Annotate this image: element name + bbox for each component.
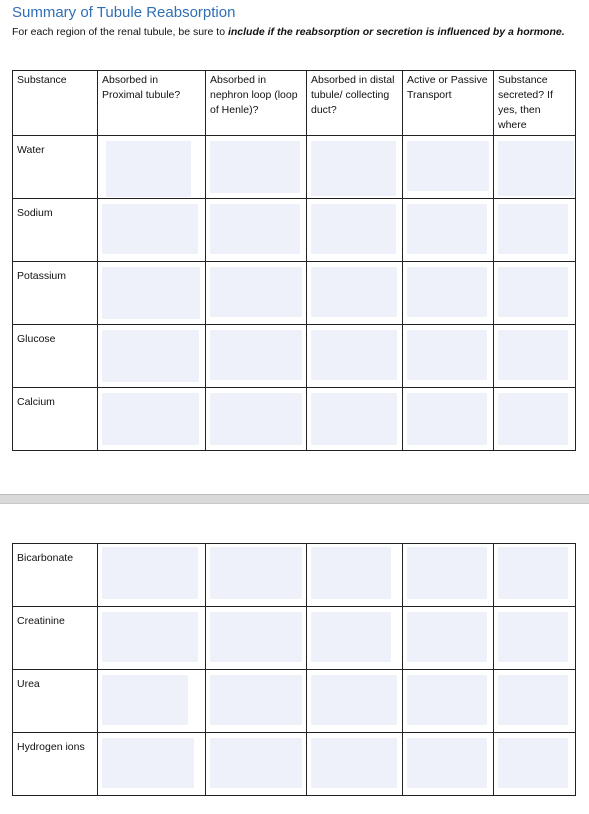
- answer-cell[interactable]: [206, 544, 307, 607]
- answer-field[interactable]: [210, 267, 302, 317]
- answer-cell[interactable]: [206, 325, 307, 388]
- answer-cell[interactable]: [494, 262, 576, 325]
- table-row: [13, 607, 576, 670]
- answer-cell[interactable]: [307, 733, 403, 796]
- header-distal-tubule: Absorbed in distal tubule/ collecting duct?: [307, 71, 403, 136]
- answer-field[interactable]: [210, 547, 302, 599]
- answer-field[interactable]: [210, 393, 302, 445]
- answer-field[interactable]: [102, 612, 198, 662]
- answer-cell[interactable]: [206, 199, 307, 262]
- row-label-urea: Urea: [13, 670, 98, 733]
- answer-cell[interactable]: [98, 199, 206, 262]
- answer-cell[interactable]: [98, 388, 206, 451]
- instructions-emphasis: include if the reabsorption or secretion is influenced by a hormone.: [227, 26, 565, 38]
- answer-field[interactable]: [407, 738, 487, 788]
- answer-cell[interactable]: [494, 199, 576, 262]
- reabsorption-table-page-1: [12, 70, 576, 451]
- answer-field[interactable]: [498, 204, 568, 254]
- answer-field[interactable]: [311, 675, 397, 725]
- answer-field[interactable]: [106, 141, 191, 197]
- answer-cell[interactable]: [494, 670, 576, 733]
- answer-field[interactable]: [498, 141, 574, 196]
- answer-cell[interactable]: [206, 607, 307, 670]
- page-break: [0, 494, 589, 504]
- answer-cell[interactable]: [307, 607, 403, 670]
- answer-cell[interactable]: [206, 262, 307, 325]
- answer-field[interactable]: [407, 204, 487, 254]
- answer-field[interactable]: [210, 675, 302, 725]
- header-secreted: Substance secreted? If yes, then where: [494, 71, 576, 136]
- answer-field[interactable]: [210, 738, 302, 788]
- answer-cell[interactable]: [403, 136, 494, 199]
- header-transport-type: Active or Passive Transport: [403, 71, 494, 136]
- answer-field[interactable]: [311, 330, 397, 380]
- table-row: [13, 670, 576, 733]
- answer-cell[interactable]: [403, 544, 494, 607]
- row-label-glucose: Glucose: [13, 325, 98, 388]
- table-row: [13, 388, 576, 451]
- answer-field[interactable]: [498, 612, 568, 662]
- answer-cell[interactable]: [307, 670, 403, 733]
- answer-field[interactable]: [407, 675, 487, 725]
- answer-field[interactable]: [498, 393, 568, 445]
- answer-field[interactable]: [311, 612, 391, 662]
- answer-cell[interactable]: [494, 733, 576, 796]
- answer-cell[interactable]: [403, 325, 494, 388]
- answer-field[interactable]: [498, 738, 568, 788]
- answer-cell[interactable]: [98, 136, 206, 199]
- answer-field[interactable]: [311, 267, 397, 317]
- row-label-hydrogen-ions: Hydrogen ions: [13, 733, 98, 796]
- answer-cell[interactable]: [494, 136, 576, 199]
- row-label-sodium: Sodium: [13, 199, 98, 262]
- answer-cell[interactable]: [403, 607, 494, 670]
- header-proximal-tubule: Absorbed in Proximal tubule?: [98, 71, 206, 136]
- answer-cell[interactable]: [307, 544, 403, 607]
- answer-cell[interactable]: [206, 670, 307, 733]
- header-row: [13, 71, 576, 136]
- answer-cell[interactable]: [403, 262, 494, 325]
- answer-field[interactable]: [102, 393, 199, 445]
- answer-field[interactable]: [311, 204, 396, 254]
- answer-cell[interactable]: [307, 325, 403, 388]
- answer-cell[interactable]: [494, 388, 576, 451]
- row-label-potassium: Potassium: [13, 262, 98, 325]
- answer-cell[interactable]: [98, 670, 206, 733]
- answer-cell[interactable]: [206, 136, 307, 199]
- answer-cell[interactable]: [403, 199, 494, 262]
- answer-cell[interactable]: [98, 607, 206, 670]
- answer-field[interactable]: [407, 267, 487, 317]
- document-title: Summary of Tubule Reabsorption: [12, 4, 236, 21]
- answer-cell[interactable]: [494, 325, 576, 388]
- answer-cell[interactable]: [206, 388, 307, 451]
- answer-cell[interactable]: [403, 670, 494, 733]
- answer-field[interactable]: [407, 330, 487, 380]
- answer-field[interactable]: [311, 393, 397, 445]
- answer-field[interactable]: [102, 547, 198, 599]
- page-break-edge: [0, 494, 589, 495]
- answer-cell[interactable]: [494, 544, 576, 607]
- table-row: [13, 199, 576, 262]
- answer-cell[interactable]: [403, 388, 494, 451]
- answer-field[interactable]: [210, 330, 302, 380]
- answer-cell[interactable]: [494, 607, 576, 670]
- instructions-plain: For each region of the renal tubule, be sure to: [12, 26, 228, 38]
- answer-field[interactable]: [210, 612, 302, 662]
- row-label-creatinine: Creatinine: [13, 607, 98, 670]
- answer-field[interactable]: [102, 675, 188, 725]
- answer-field[interactable]: [210, 141, 300, 193]
- answer-field[interactable]: [498, 267, 568, 317]
- answer-cell[interactable]: [307, 136, 403, 199]
- row-label-calcium: Calcium: [13, 388, 98, 451]
- answer-field[interactable]: [311, 738, 397, 788]
- answer-field[interactable]: [407, 547, 487, 599]
- answer-field[interactable]: [498, 330, 568, 380]
- answer-cell[interactable]: [98, 544, 206, 607]
- answer-field[interactable]: [407, 141, 489, 191]
- page-break-edge: [0, 503, 589, 504]
- answer-cell[interactable]: [98, 262, 206, 325]
- header-substance: Substance: [13, 71, 98, 136]
- answer-field[interactable]: [498, 547, 568, 599]
- table-row: [13, 262, 576, 325]
- row-label-bicarbonate: Bicarbonate: [13, 544, 98, 607]
- instructions: [12, 24, 572, 40]
- table-row: [13, 544, 576, 607]
- answer-cell[interactable]: [307, 262, 403, 325]
- answer-field[interactable]: [102, 267, 200, 319]
- row-label-water: Water: [13, 136, 98, 199]
- answer-cell[interactable]: [307, 199, 403, 262]
- reabsorption-table-page-2: [12, 543, 576, 796]
- answer-cell[interactable]: [403, 733, 494, 796]
- answer-field[interactable]: [102, 738, 194, 788]
- header-nephron-loop: Absorbed in nephron loop (loop of Henle)?: [206, 71, 307, 136]
- answer-field[interactable]: [102, 204, 198, 254]
- answer-cell[interactable]: [98, 733, 206, 796]
- answer-field[interactable]: [498, 675, 568, 725]
- answer-cell[interactable]: [206, 733, 307, 796]
- table-row: [13, 325, 576, 388]
- answer-cell[interactable]: [307, 388, 403, 451]
- answer-field[interactable]: [210, 204, 300, 254]
- answer-field[interactable]: [407, 393, 487, 445]
- answer-field[interactable]: [311, 547, 391, 599]
- answer-field[interactable]: [311, 141, 396, 196]
- answer-field[interactable]: [102, 330, 199, 382]
- table-row: [13, 136, 576, 199]
- answer-field[interactable]: [407, 612, 487, 662]
- table-row: [13, 733, 576, 796]
- answer-cell[interactable]: [98, 325, 206, 388]
